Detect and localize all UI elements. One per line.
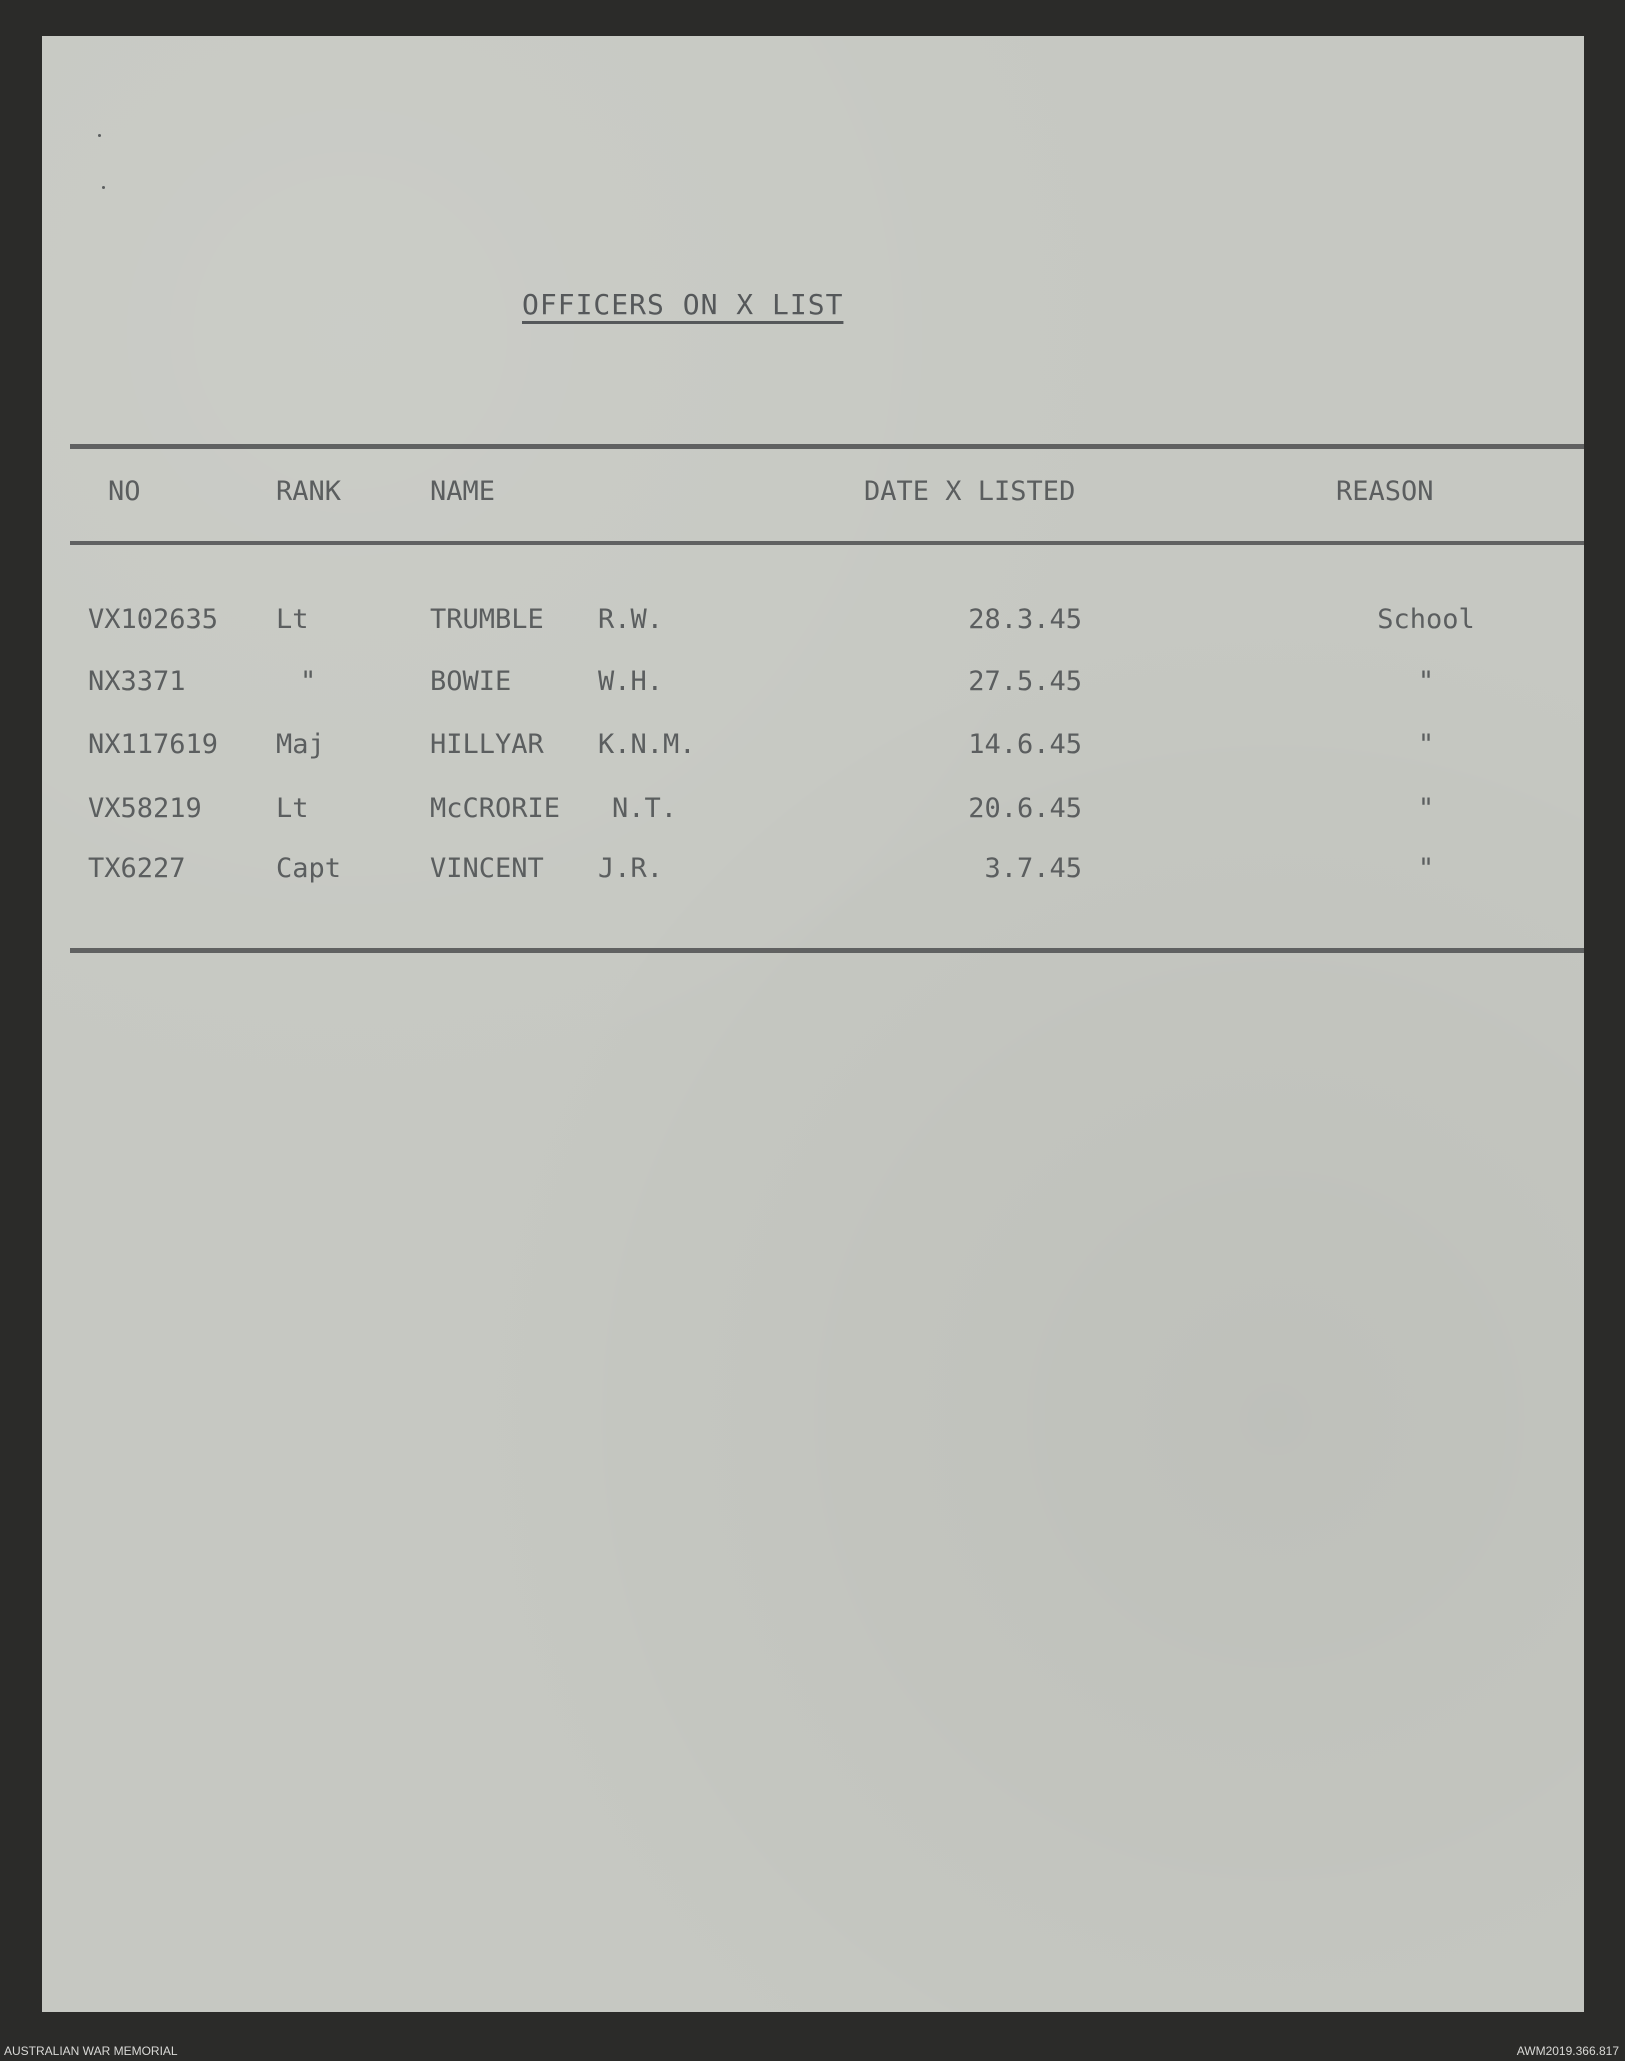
officer-initials: W.H.: [598, 666, 664, 697]
reason: ": [1417, 666, 1435, 697]
officer-rank: Lt: [276, 604, 309, 635]
date-x-listed: 20.6.45: [968, 793, 1082, 824]
officer-rank: ": [300, 666, 317, 697]
date-x-listed: 27.5.45: [968, 666, 1082, 697]
archive-credit: AUSTRALIAN WAR MEMORIAL: [4, 2044, 178, 2058]
reason: ": [1417, 729, 1435, 760]
officer-rank: Maj: [276, 729, 325, 760]
column-header-reason: REASON: [1336, 476, 1434, 507]
table-row: [42, 793, 1584, 843]
column-header-date: DATE X LISTED: [864, 476, 1076, 507]
paper-speck: [102, 186, 105, 189]
document-page: [42, 36, 1584, 2012]
officer-surname: HILLYAR: [430, 729, 544, 760]
reason: ": [1417, 853, 1435, 884]
officer-number: TX6227: [88, 853, 186, 884]
officer-surname: BOWIE: [430, 666, 512, 697]
officer-number: NX117619: [88, 729, 219, 760]
reason: ": [1417, 793, 1435, 824]
officer-surname: VINCENT: [430, 853, 544, 884]
table-row: [42, 604, 1584, 654]
date-x-listed: 14.6.45: [968, 729, 1082, 760]
column-header-no: NO: [108, 476, 141, 507]
paper-speck: [98, 134, 101, 137]
officer-initials: N.T.: [612, 793, 678, 824]
table-row: [42, 729, 1584, 779]
column-header-name: NAME: [430, 476, 496, 507]
officer-number: VX102635: [88, 604, 219, 635]
officer-number: NX3371: [88, 666, 186, 697]
table-row: [42, 666, 1584, 716]
table-bottom-rule: [70, 948, 1584, 953]
officer-initials: R.W.: [598, 604, 664, 635]
officer-surname: TRUMBLE: [430, 604, 544, 635]
officer-surname: McCRORIE: [430, 793, 561, 824]
table-top-rule: [70, 444, 1584, 449]
officer-initials: K.N.M.: [598, 729, 696, 760]
column-header-rank: RANK: [276, 476, 342, 507]
officer-rank: Lt: [276, 793, 309, 824]
date-x-listed: 3.7.45: [984, 853, 1082, 884]
table-row: [42, 853, 1584, 903]
officer-initials: J.R.: [598, 853, 664, 884]
header-divider-rule: [70, 541, 1584, 545]
date-x-listed: 28.3.45: [968, 604, 1082, 635]
archive-reference: AWM2019.366.817: [1516, 2044, 1619, 2058]
document-title: OFFICERS ON X LIST: [522, 288, 844, 321]
officer-rank: Capt: [276, 853, 342, 884]
officer-number: VX58219: [88, 793, 202, 824]
reason: School: [1377, 604, 1475, 635]
